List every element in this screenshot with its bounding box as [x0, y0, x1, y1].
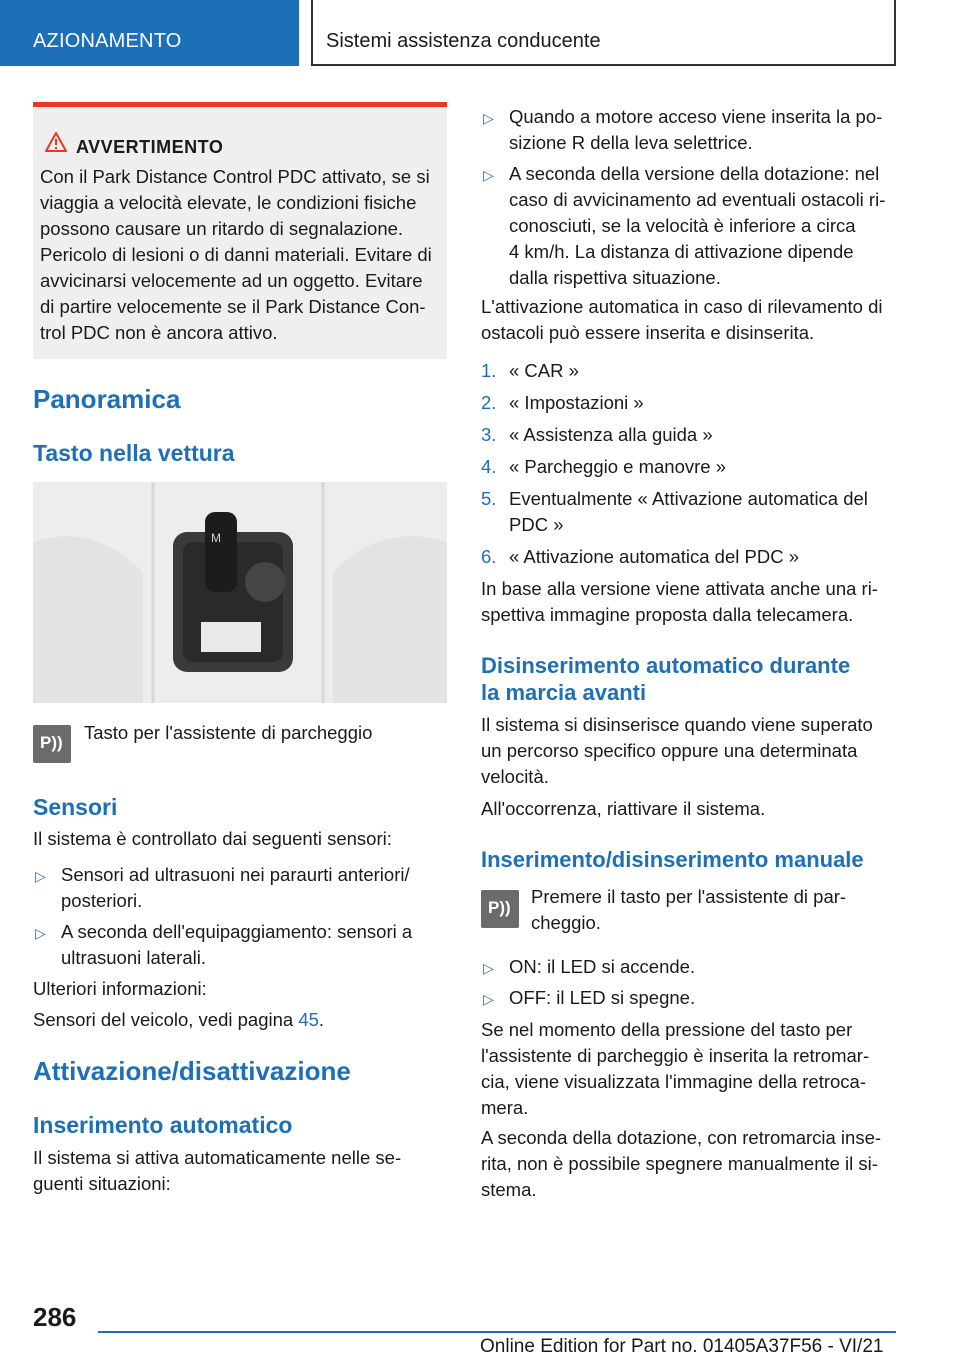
bullet-triangle-icon: ▷ — [483, 960, 494, 976]
list-item: ▷ Quando a motore acceso viene inserita la po- sizione R della leva selettrice. — [483, 106, 883, 153]
bullet-triangle-icon: ▷ — [35, 868, 46, 884]
section-title: AZIONAMENTO — [33, 30, 182, 52]
list-item: ▷ A seconda della versione della dotazione: nel caso di avvicinamento ad eventuali ostacoli ri- conosciuti, se la velocità è inferiore a circa 4 km/h. La distanza di attivazione dipende dalla rispettiva situazione. — [483, 163, 886, 288]
bullet-triangle-icon: ▷ — [483, 167, 494, 183]
bullet-triangle-icon: ▷ — [35, 925, 46, 941]
heading-attivazione: Attivazione/disattivazione — [33, 1056, 351, 1086]
heading-disinserimento: Disinserimento automatico durante la marcia avanti — [481, 653, 851, 705]
page-number: 286 — [33, 1302, 77, 1332]
bullet-triangle-icon: ▷ — [483, 110, 494, 126]
parking-assistant-icon: P)) — [481, 890, 519, 928]
step-item: 6. « Attivazione automatica del PDC » — [481, 546, 799, 567]
auto-intro: Il sistema si attiva automaticamente nelle se- guenti situazioni: — [33, 1147, 402, 1194]
heading-inserimento: Inserimento automatico — [33, 1112, 293, 1138]
step-item: 1. « CAR » — [481, 360, 579, 381]
auto-note: L'attivazione automatica in caso di rilevamento di ostacoli può essere inserita e disinserita. — [481, 296, 883, 343]
reference-line: Sensori del veicolo, vedi pagina 45. — [33, 1009, 325, 1030]
retro-paragraph: Se nel momento della pressione del tasto per l'assistente di parcheggio è inserita la retromar- cia, viene visualizzata l'immagine della retroca- mera. — [481, 1019, 870, 1118]
warning-box — [33, 102, 447, 359]
warning-text: Con il Park Distance Control PDC attivato, se si viaggia a velocità elevate, le condizioni fisiche possono causare un ritardo di segnalazione. Pericolo di lesioni o di danni materiali. Evitare di avvicinarsi velocemente ad un oggetto. Evitare di partire velocemente se il Park Distance Con- trol PDC non è ancora attivo. — [40, 166, 432, 343]
icon-caption: Tasto per l'assistente di parcheggio — [84, 722, 373, 743]
step-item: 2. « Impostazioni » — [481, 392, 644, 413]
warning-title: AVVERTIMENTO — [76, 137, 224, 157]
section-tab — [0, 0, 299, 66]
dotazione-paragraph: A seconda della dotazione, con retromarcia inse- rita, non è possibile spegnere manualmente il si- stema. — [481, 1127, 882, 1200]
disins-text: Il sistema si disinserisce quando viene superato un percorso specifico oppure una determinata velocità. — [481, 714, 873, 787]
page-link[interactable]: 45 — [298, 1009, 319, 1030]
edition-note: Online Edition for Part no. 01405A37F56 - VI/21 — [480, 1336, 884, 1357]
ulteriori: Ulteriori informazioni: — [33, 978, 207, 999]
chapter-tab — [311, 0, 896, 66]
heading-tasto: Tasto nella vettura — [33, 440, 235, 466]
camera-note: In base alla versione viene attivata anche una ri- spettiva immagine proposta dalla telecamera. — [481, 578, 878, 625]
warning-triangle-icon — [45, 131, 67, 153]
list-item: ▷ A seconda dell'equipaggiamento: sensori a ultrasuoni laterali. — [35, 921, 413, 968]
list-item: ▷ OFF: il LED si spegne. — [481, 985, 896, 1011]
chapter-title: Sistemi assistenza conducente — [326, 30, 601, 52]
bullet-triangle-icon: ▷ — [483, 991, 494, 1007]
parking-assistant-icon: P)) — [33, 725, 71, 763]
step-item: 3. « Assistenza alla guida » — [481, 424, 713, 445]
riattivare: All'occorrenza, riattivare il sistema. — [481, 798, 766, 819]
sensori-intro: Il sistema è controllato dai seguenti sensori: — [33, 828, 392, 849]
heading-panoramica: Panoramica — [33, 384, 181, 414]
footer-divider — [98, 1331, 896, 1333]
list-item: ▷ ON: il LED si accende. — [481, 954, 896, 980]
shifter-console-image — [33, 482, 447, 703]
heading-manuale: Inserimento/disinserimento manuale — [481, 847, 864, 872]
step-item: 5. Eventualmente « Attivazione automatica del PDC » — [481, 488, 868, 535]
list-item: ▷ Sensori ad ultrasuoni nei paraurti anteriori/ posteriori. — [35, 864, 410, 911]
heading-sensori: Sensori — [33, 794, 118, 820]
svg-text:M: M — [211, 531, 221, 545]
step-item: 4. « Parcheggio e manovre » — [481, 456, 726, 477]
manuale-instruction: Premere il tasto per l'assistente di par- cheggio. — [531, 886, 847, 933]
